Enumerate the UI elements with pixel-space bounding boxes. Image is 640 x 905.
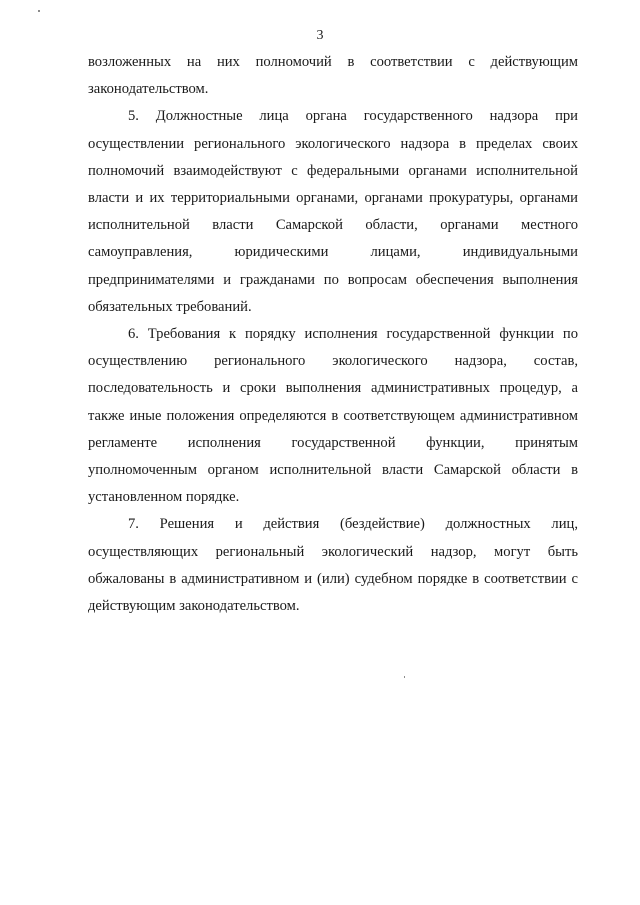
- paragraph-item-7: 7. Решения и действия (бездействие) должностных лиц, осуществляющих региональный экологический надзор, могут быть обжалованы в административном и (или) судебном порядке в соответствии с действующим законодательством.: [88, 516, 578, 615]
- paragraph-continuation: возложенных на них полномочий в соответствии с действующим законодательством.: [88, 54, 578, 98]
- page-number: 3: [316, 28, 324, 43]
- paragraph-item-6: 6. Требования к порядку исполнения государственной функции по осуществлению регионального экологического надзора, состав, последовательность и сроки выполнения административных процедур, а также иные положения определяются в соответствующем административном регламенте исполнения государственной функции, принятым уполномоченным органом исполнительной власти Самарской области в установленном порядке.: [88, 326, 578, 506]
- scan-speck: [404, 676, 405, 678]
- document-body: [88, 49, 578, 620]
- paragraph-item-5: 5. Должностные лица органа государственного надзора при осуществлении регионального экологического надзора в пределах своих полномочий взаимодействуют с федеральными органами исполнительной власти и их территориальными органами, органами прокуратуры, органами исполнительной власти Самарской области, органами местного самоуправления, юридическими лицами, индивидуальными предпринимателями и гражданами по вопросам обеспечения выполнения обязательных требований.: [88, 108, 578, 315]
- scan-speck: [38, 10, 40, 12]
